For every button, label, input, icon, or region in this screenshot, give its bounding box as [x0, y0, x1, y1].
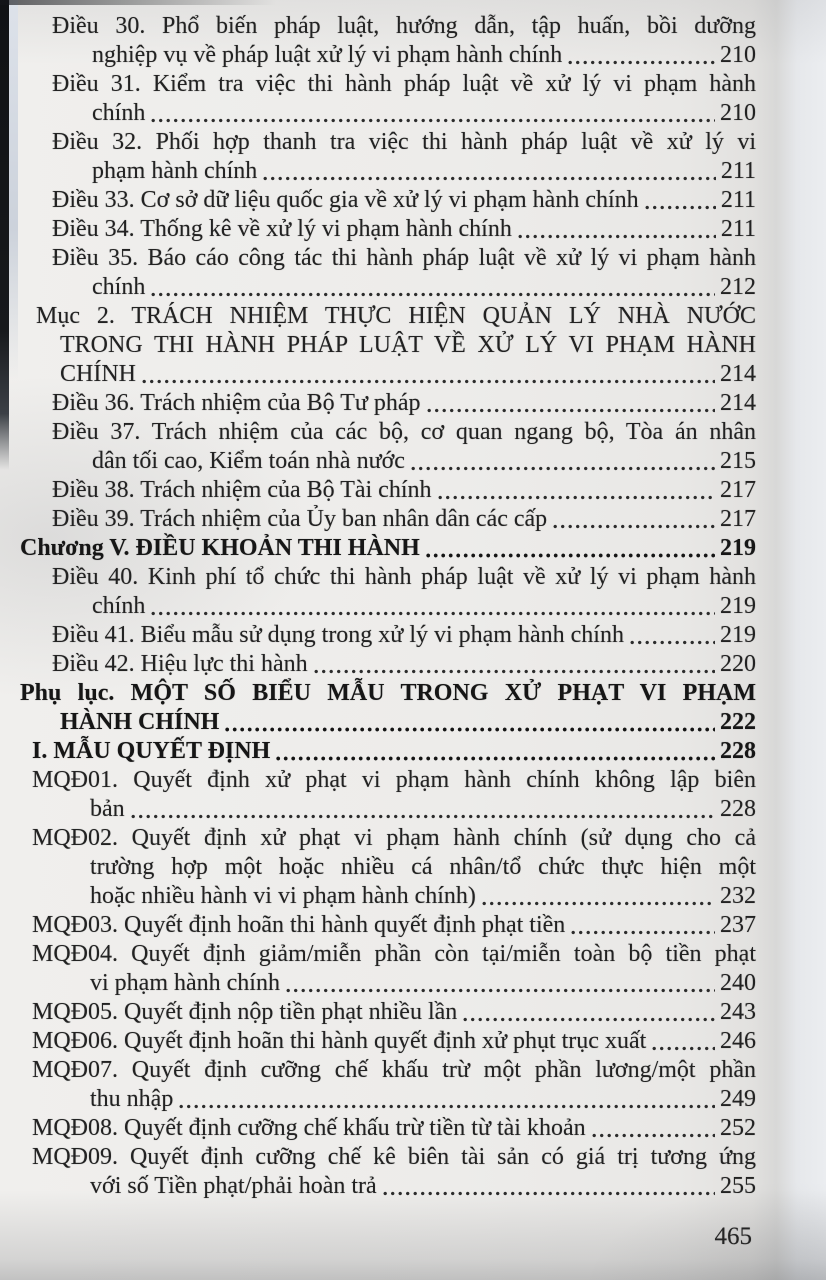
toc-entry-text: vi phạm hành chính — [90, 970, 280, 996]
toc-entry-text: Điều 33. Cơ sở dữ liệu quốc gia về xử lý vi phạm hành chính — [52, 187, 639, 213]
dotted-leader — [630, 639, 715, 646]
toc-entry — [20, 418, 756, 476]
toc-entry — [20, 1027, 756, 1056]
toc-entry — [20, 824, 756, 911]
toc-page-number: 211 — [720, 187, 756, 213]
toc-entry-text: chính — [92, 274, 146, 300]
toc-entry-text: MQĐ08. Quyết định cưỡng chế khấu trừ tiền từ tài khoản — [32, 1115, 586, 1141]
dotted-leader — [179, 1103, 715, 1110]
toc-line — [20, 650, 756, 679]
toc-page-number: 211 — [720, 216, 756, 242]
toc-entry-text: chính — [92, 593, 146, 619]
dotted-leader — [286, 987, 715, 994]
toc-page-number: 210 — [720, 42, 756, 68]
toc-line — [20, 447, 756, 476]
dotted-leader — [263, 175, 716, 182]
toc-entry-text: nghiệp vụ về pháp luật xử lý vi phạm hành chính — [92, 42, 563, 68]
toc-entry-text: bản — [90, 796, 125, 822]
toc-entry-text: Mục 2. TRÁCH NHIỆM THỰC HIỆN QUẢN LÝ NHÀ NƯỚC — [36, 303, 756, 329]
toc-entry-text: Điều 31. Kiểm tra việc thi hành pháp luật về xử lý vi phạm hành — [52, 71, 756, 97]
toc-entry-text: Điều 38. Trách nhiệm của Bộ Tài chính — [52, 477, 432, 503]
toc-entry — [20, 1056, 756, 1114]
toc-entry — [20, 186, 756, 215]
dotted-leader — [568, 59, 715, 66]
dotted-leader — [383, 1190, 715, 1197]
toc-line — [20, 418, 756, 447]
toc-entry-text: trường hợp một hoặc nhiều cá nhân/tổ chức thực hiện một — [90, 854, 756, 880]
toc-line — [20, 273, 756, 302]
toc-line — [20, 1085, 756, 1114]
toc-line — [20, 128, 756, 157]
dotted-leader — [276, 755, 715, 762]
toc-entry — [20, 302, 756, 389]
toc-entry-text: dân tối cao, Kiểm toán nhà nước — [92, 448, 405, 474]
toc-entry-text: MQĐ05. Quyết định nộp tiền phạt nhiều lần — [32, 999, 458, 1025]
dotted-leader — [151, 610, 715, 617]
toc-entry-text: MQĐ01. Quyết định xử phạt vi phạm hành chính không lập biên — [32, 767, 756, 793]
toc-entry-text: với số Tiền phạt/phải hoàn trả — [90, 1173, 377, 1199]
toc-entry-text: Điều 36. Trách nhiệm của Bộ Tư pháp — [52, 390, 421, 416]
toc-entry-text: Điều 34. Thống kê về xử lý vi phạm hành chính — [52, 216, 512, 242]
toc-line — [20, 70, 756, 99]
toc-page-number: 219 — [720, 622, 756, 648]
toc-entry-text: MQĐ02. Quyết định xử phạt vi phạm hành chính (sử dụng cho cả — [32, 825, 756, 851]
toc-entry — [20, 244, 756, 302]
toc-page-number: 211 — [720, 158, 756, 184]
dotted-leader — [652, 1045, 715, 1052]
toc-line — [20, 679, 756, 708]
toc-line — [20, 12, 756, 41]
toc-entry — [20, 766, 756, 824]
toc-entry-text: Điều 39. Trách nhiệm của Ủy ban nhân dân các cấp — [52, 506, 548, 532]
toc-entry-text: TRONG THI HÀNH PHÁP LUẬT VỀ XỬ LÝ VI PHẠM HÀNH — [60, 332, 756, 358]
toc-list — [20, 12, 756, 1201]
toc-line — [20, 534, 756, 563]
toc-entry-text: Điều 32. Phối hợp thanh tra việc thi hành pháp luật về xử lý vi — [52, 129, 756, 155]
dotted-leader — [426, 552, 715, 559]
toc-page-number: 252 — [720, 1115, 756, 1141]
toc-line — [20, 969, 756, 998]
toc-entry — [20, 1143, 756, 1201]
dotted-leader — [142, 378, 715, 385]
toc-page-number: 222 — [720, 709, 756, 735]
toc-entry — [20, 1114, 756, 1143]
toc-line — [20, 882, 756, 911]
toc-line — [20, 1143, 756, 1172]
toc-entry-text: Chương V. ĐIỀU KHOẢN THI HÀNH — [20, 535, 420, 561]
dotted-leader — [411, 465, 715, 472]
toc-entry-text: hoặc nhiều hành vi vi phạm hành chính) — [90, 883, 476, 909]
toc-line — [20, 360, 756, 389]
toc-line — [20, 911, 756, 940]
toc-entry — [20, 650, 756, 679]
toc-line — [20, 505, 756, 534]
toc-entry — [20, 998, 756, 1027]
dotted-leader — [571, 929, 715, 936]
toc-entry-text: MQĐ03. Quyết định hoãn thi hành quyết định phạt tiền — [32, 912, 566, 938]
toc-entry — [20, 70, 756, 128]
toc-entry — [20, 128, 756, 186]
toc-page-number: 210 — [720, 100, 756, 126]
toc-page-number: 220 — [720, 651, 756, 677]
toc-line — [20, 853, 756, 882]
toc-entry — [20, 940, 756, 998]
dotted-leader — [427, 407, 715, 414]
toc-line — [20, 998, 756, 1027]
book-page-number: 465 — [714, 1223, 752, 1250]
toc-page-number: 217 — [720, 477, 756, 503]
toc-page-number: 214 — [720, 361, 756, 387]
toc-entry — [20, 911, 756, 940]
toc-page-number: 240 — [720, 970, 756, 996]
dotted-leader — [314, 668, 715, 675]
dotted-leader — [482, 900, 715, 907]
toc-entry — [20, 679, 756, 737]
toc-line — [20, 563, 756, 592]
toc-entry — [20, 737, 756, 766]
toc-entry — [20, 621, 756, 650]
toc-entry-text: CHÍNH — [60, 361, 136, 387]
toc-page-number: 214 — [720, 390, 756, 416]
toc-entry-text: MQĐ04. Quyết định giảm/miễn phần còn tại/miễn toàn bộ tiền phạt — [32, 941, 756, 967]
dotted-leader — [151, 117, 715, 124]
toc-line — [20, 795, 756, 824]
toc-entry-text: Điều 41. Biểu mẫu sử dụng trong xử lý vi phạm hành chính — [52, 622, 624, 648]
toc-page-number: 217 — [720, 506, 756, 532]
toc-line — [20, 621, 756, 650]
toc-page-number: 249 — [720, 1086, 756, 1112]
toc-entry-text: Điều 42. Hiệu lực thi hành — [52, 651, 308, 677]
toc-entry-text: HÀNH CHÍNH — [60, 709, 220, 735]
toc-line — [20, 1056, 756, 1085]
toc-entry — [20, 505, 756, 534]
toc-line — [20, 737, 756, 766]
toc-line — [20, 157, 756, 186]
toc-page-number: 219 — [720, 593, 756, 619]
toc-entry-text: MQĐ09. Quyết định cưỡng chế kê biên tài sản có giá trị tương ứng — [32, 1144, 756, 1170]
dotted-leader — [645, 204, 716, 211]
toc-page-number: 255 — [720, 1173, 756, 1199]
toc-entry — [20, 476, 756, 505]
toc-entry-text: Điều 35. Báo cáo công tác thi hành pháp luật về xử lý vi phạm hành — [52, 245, 756, 271]
dotted-leader — [151, 291, 715, 298]
toc-page-number: 212 — [720, 274, 756, 300]
toc-entry-text: thu nhập — [90, 1086, 174, 1112]
dotted-leader — [553, 523, 715, 530]
dotted-leader — [518, 233, 716, 240]
toc-entry-text: Điều 37. Trách nhiệm của các bộ, cơ quan ngang bộ, Tòa án nhân — [52, 419, 756, 445]
toc-line — [20, 824, 756, 853]
toc-page-number: 215 — [720, 448, 756, 474]
toc-line — [20, 389, 756, 418]
toc-line — [20, 302, 756, 331]
toc-page-number: 237 — [720, 912, 756, 938]
toc-entry-text: MQĐ06. Quyết định hoãn thi hành quyết định xử phụt trục xuất — [32, 1028, 647, 1054]
toc-line — [20, 766, 756, 795]
toc-line — [20, 331, 756, 360]
toc-line — [20, 186, 756, 215]
toc-line — [20, 41, 756, 70]
toc-entry-text: phạm hành chính — [92, 158, 258, 184]
toc-line — [20, 476, 756, 505]
toc-line — [20, 708, 756, 737]
toc-line — [20, 592, 756, 621]
toc-entry — [20, 534, 756, 563]
toc-line — [20, 215, 756, 244]
toc-entry-text: Điều 40. Kinh phí tổ chức thi hành pháp luật về xử lý vi phạm hành — [52, 564, 756, 590]
toc-entry — [20, 389, 756, 418]
toc-line — [20, 244, 756, 273]
toc-line — [20, 1027, 756, 1056]
toc-page-number: 228 — [720, 738, 756, 764]
toc-line — [20, 1172, 756, 1201]
dotted-leader — [225, 726, 715, 733]
dotted-leader — [438, 494, 716, 501]
dotted-leader — [592, 1132, 715, 1139]
toc-line — [20, 99, 756, 128]
dotted-leader — [131, 813, 715, 820]
toc-line — [20, 1114, 756, 1143]
toc-entry-text: I. MẪU QUYẾT ĐỊNH — [32, 738, 271, 764]
toc-page-number: 243 — [720, 999, 756, 1025]
toc-page-number: 232 — [720, 883, 756, 909]
toc-page-number: 219 — [720, 535, 756, 561]
toc-page-number: 246 — [720, 1028, 756, 1054]
toc-page-number: 228 — [720, 796, 756, 822]
toc-line — [20, 940, 756, 969]
toc-entry — [20, 215, 756, 244]
toc-entry — [20, 12, 756, 70]
toc-entry-text: Điều 30. Phổ biến pháp luật, hướng dẫn, tập huấn, bồi dưỡng — [52, 13, 756, 39]
toc-entry-text: MQĐ07. Quyết định cưỡng chế khấu trừ một phần lương/một phần — [32, 1057, 756, 1083]
toc-entry — [20, 563, 756, 621]
dotted-leader — [463, 1016, 715, 1023]
toc-entry-text: chính — [92, 100, 146, 126]
toc-entry-text: Phụ lục. MỘT SỐ BIỂU MẪU TRONG XỬ PHẠT VI PHẠM — [20, 680, 756, 706]
